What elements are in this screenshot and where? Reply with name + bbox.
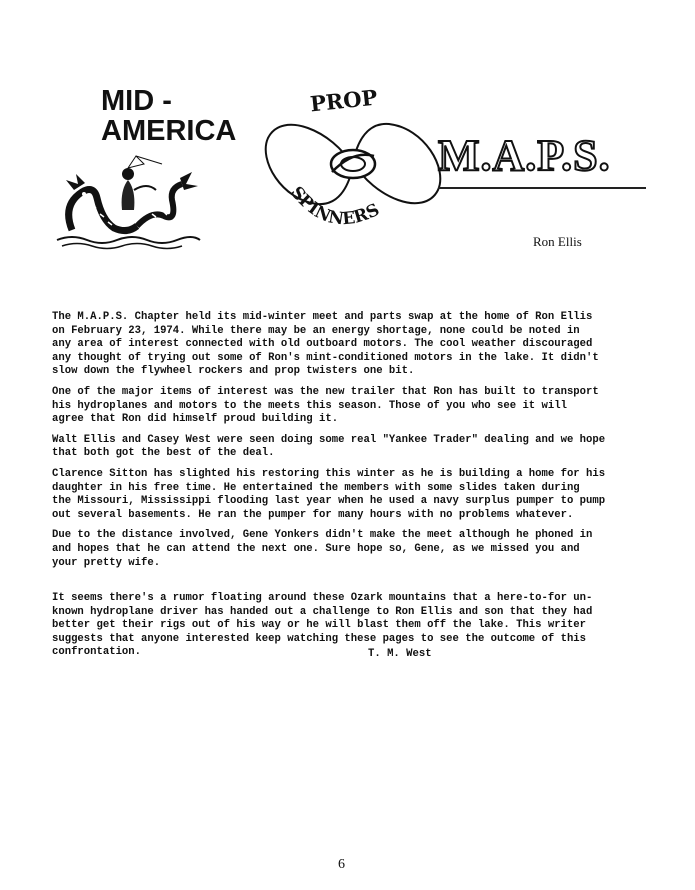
maps-title: M.A.P.S. [438, 131, 611, 180]
paragraph-1: The M.A.P.S. Chapter held its mid-winter meet and parts swap at the home of Ron Ellis on February 23, 1974. While there may be an energy shortage, none could be noted in any area of interest connected with old outboard motors. The cool weather discouraged any thought of trying out some of Ron's mint-conditioned motors in the lake. It didn't slow down the flywheel rockers and prop twisters one bit. [52, 311, 599, 378]
paragraph-6: It seems there's a rumor floating around these Ozark mountains that a here-to-for un- known hydroplane driver has handed out a challenge to Ron Ellis and son that they had better get their rigs out of his way or he will blast them off the lake. This writer suggests that anyone interested keep watching these pages to see the outcome of this confrontation. [52, 592, 593, 659]
paragraph-5: Due to the distance involved, Gene Yonkers didn't make the meet although he phoned in and hopes that he can attend the next one. Sure hope so, Gene, as we missed you and your pretty wife. [52, 529, 593, 569]
article-body [52, 311, 632, 667]
prop-label: PROP [308, 84, 379, 117]
signature: T. M. West [368, 648, 432, 660]
paragraph-2: One of the major items of interest was the new trailer that Ron has built to transport his hydroplanes and motors to the meets this season. Those of you who see it will agree that Ron did himself proud building it. [52, 385, 599, 426]
mid-line-1: MID - [101, 85, 172, 117]
maps-underline [438, 187, 646, 189]
page-number: 6 [338, 857, 345, 872]
author-name: Ron Ellis [533, 234, 582, 249]
svg-text:SPINNERS: SPINNERS [286, 186, 383, 230]
mid-line-2: AMERICA [101, 115, 237, 147]
mid-america-title [101, 86, 236, 146]
paragraph-4: Clarence Sitton has slighted his restoring this winter as he is building a home for his daughter in his free time. He entertained the members with some slides taken during the Missouri, Mississippi flooding last year when he used a navy surplus pumper to pump out several basements. He ran the pumper for many hours with no problems whatever. [52, 467, 606, 521]
paragraph-3: Walt Ellis and Casey West were seen doing some real "Yankee Trader" dealing and we hope that both got the best of the deal. [52, 433, 606, 460]
spinners-label [282, 186, 422, 246]
sea-serpent-illustration [52, 150, 202, 250]
